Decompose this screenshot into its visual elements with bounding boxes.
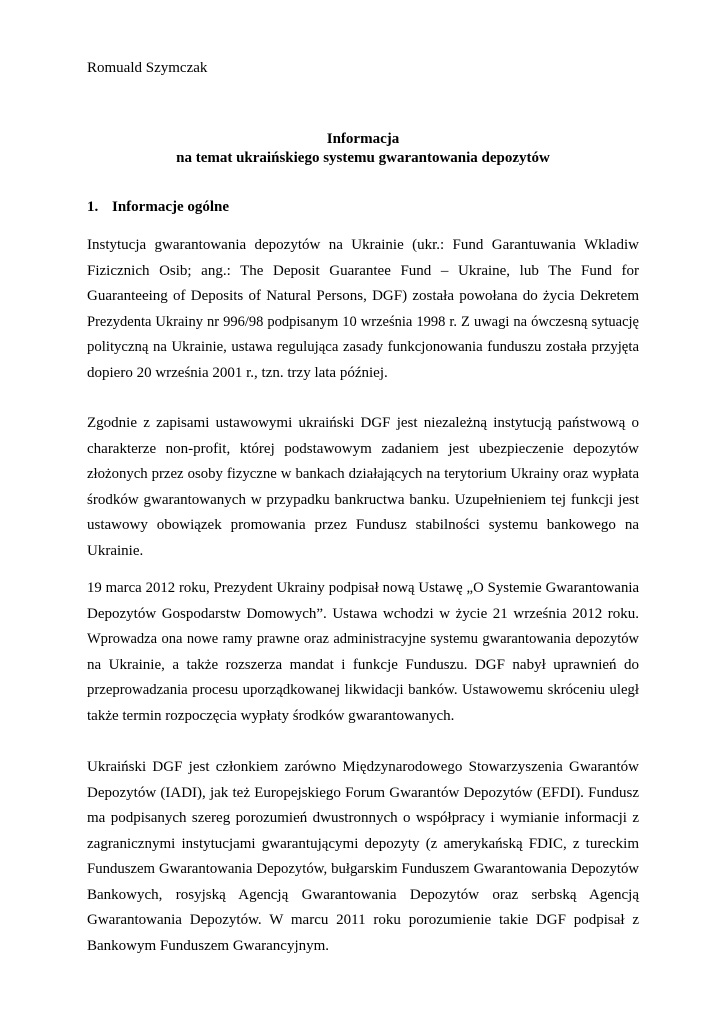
author-name: Romuald Szymczak [87, 60, 208, 76]
section-title: Informacje ogólne [112, 199, 230, 215]
paragraph-line: dopiero 20 września 2001 r., tzn. trzy lata później. [87, 364, 388, 381]
paragraph-line: na Ukrainie, a także rozszerza mandat i funkcje Funduszu. DGF nabył uprawnień do [87, 656, 639, 673]
paragraph-line: Wprowadza ona nowe ramy prawne oraz administracyjne systemu gwarantowania depozytów [87, 631, 639, 647]
paragraph-line: środków gwarantowanych w przypadku bankructwa banku. Uzupełnieniem tej funkcji jest [87, 491, 639, 508]
paragraph-line: ma podpisanych szereg porozumień dwustronnych o współpracy i wymianie informacji z [87, 810, 639, 826]
paragraph-line: także termin rozpoczęcia wypłaty środków gwarantowanych. [87, 707, 455, 724]
paragraph-line: Ukrainie. [87, 542, 144, 559]
paragraph-line: Ukraiński DGF jest członkiem zarówno Międzynarodowego Stowarzyszenia Gwarantów [87, 759, 639, 775]
paragraph-line: Depozytów Gospodarstw Domowych”. Ustawa wchodzi w życie 21 września 2012 roku. [87, 605, 639, 622]
paragraph-line: Bankowych, rosyjską Agencją Gwarantowania Depozytów oraz serbską Agencją [87, 886, 639, 903]
paragraph-line: Gwarantowania Depozytów. W marcu 2011 roku porozumienie takie DGF podpisał z [87, 912, 639, 928]
paragraph-line: Depozytów (IADI), jak też Europejskiego Forum Gwarantów Depozytów (EFDI). Fundusz [87, 784, 639, 801]
paragraph-2 [87, 411, 639, 564]
paragraph-1 [87, 233, 639, 386]
paragraph-line: polityczną na Ukrainie, ustawa regulująca zasady funkcjonowania funduszu została przyjęta [87, 339, 639, 355]
paragraph-line: Bankowym Funduszem Gwarancyjnym. [87, 937, 330, 954]
document-title [87, 130, 639, 168]
paragraph-line: złożonych przez osoby fizyczne w bankach działających na terytorium Ukrainy oraz wypłata [87, 466, 639, 482]
paragraph-line: Fizicznich Osib; ang.: The Deposit Guarantee Fund – Ukraine, lub The Fund for [87, 262, 639, 279]
paragraph-4 [87, 755, 639, 959]
paragraph-line: Zgodnie z zapisami ustawowymi ukraiński DGF jest niezależną instytucją państwową o [87, 415, 639, 431]
paragraph-line: ustawowy obowiązek promowania przez Fundusz stabilności systemu bankowego na [87, 517, 639, 533]
section-heading [87, 197, 229, 217]
paragraph-line: zagranicznymi instytucjami gwarantującymi depozyty (z amerykańską FDIC, z tureckim [87, 835, 639, 852]
paragraph-line: Funduszem Gwarantowania Depozytów, bułgarskim Funduszem Gwarantowania Depozytów [87, 861, 639, 877]
paragraph-line: Guaranteeing of Deposits of Natural Persons, DGF) została powołana do życia Dekretem [87, 288, 639, 304]
paragraph-3 [87, 576, 639, 729]
paragraph-line: 19 marca 2012 roku, Prezydent Ukrainy podpisał nową Ustawę „O Systemie Gwarantowania [87, 580, 639, 596]
paragraph-line: Prezydenta Ukrainy nr 996/98 podpisanym 10 września 1998 r. Z uwagi na ówczesną sytuację [87, 313, 639, 330]
paragraph-line: charakterze non-profit, której podstawowym zadaniem jest ubezpieczenie depozytów [87, 440, 639, 457]
paragraph-line: przeprowadzania procesu uporządkowanej likwidacji banków. Ustawowemu skróceniu uległ [87, 682, 639, 698]
section-number: 1. [87, 199, 99, 215]
paragraph-line: Instytucja gwarantowania depozytów na Ukrainie (ukr.: Fund Garantuwania Wkladiw [87, 237, 639, 253]
title-line-1: Informacja [326, 131, 400, 147]
title-line-2: na temat ukraińskiego systemu gwarantowania depozytów [176, 150, 550, 166]
